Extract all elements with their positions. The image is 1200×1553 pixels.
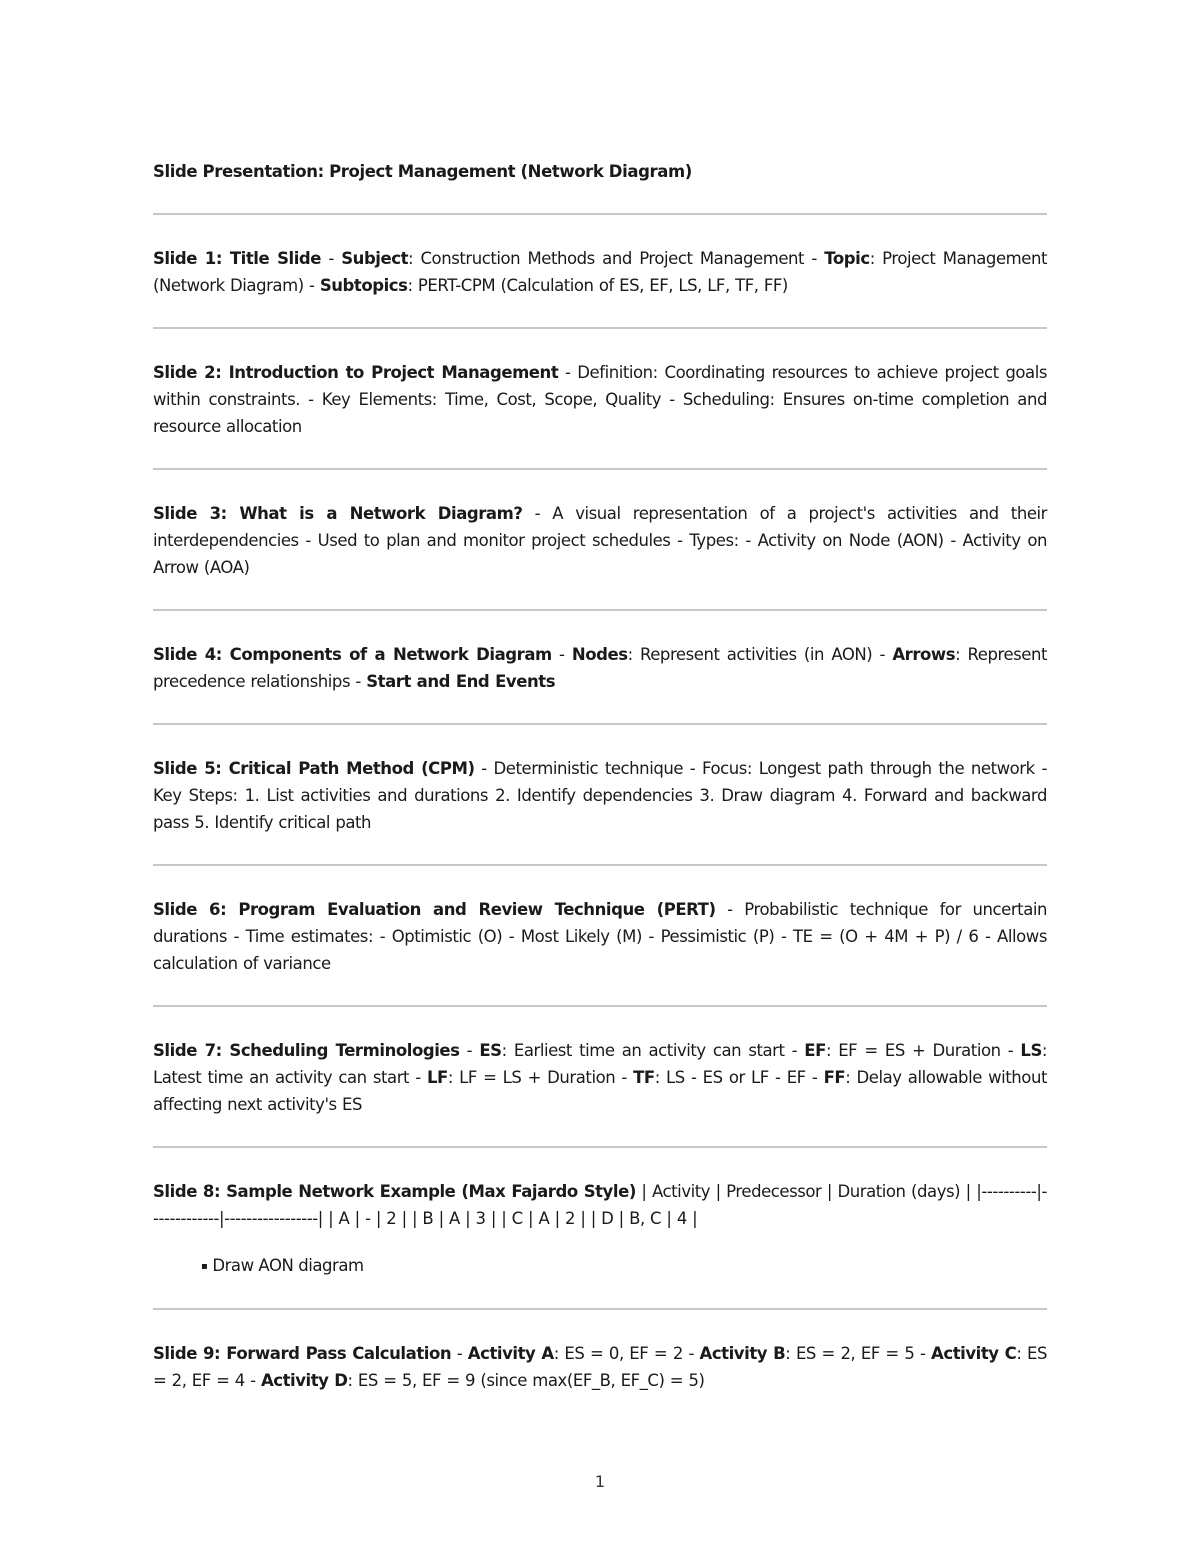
divider [153, 468, 1047, 470]
slide-2-paragraph [153, 359, 1047, 440]
bold-term: Activity B [699, 1344, 786, 1363]
bold-term: EF [804, 1041, 826, 1060]
text: - Definition: Coordinating resources to achieve project goals within constraints. - Key Elements: Time, Cost, Scope, Quality - Scheduling: Ensures on-time completion and resource allocation [153, 363, 1047, 436]
slide-heading: Slide 5: Critical Path Method (CPM) [153, 759, 475, 778]
divider [153, 864, 1047, 866]
text: : LF = LS + Duration - [447, 1068, 634, 1087]
slide-heading: Slide 8: Sample Network Example (Max Fajardo Style) [153, 1182, 636, 1201]
bold-term: LS [1020, 1041, 1042, 1060]
divider [153, 1146, 1047, 1148]
bold-term: Arrows [892, 645, 956, 664]
bold-term: Topic [824, 249, 870, 268]
text: : PERT-CPM (Calculation of ES, EF, LS, LF, TF, FF) [407, 276, 788, 295]
slide-3-paragraph [153, 500, 1047, 581]
bold-term: Nodes [571, 645, 628, 664]
bold-term: ES [479, 1041, 502, 1060]
slide-heading: Slide 4: Components of a Network Diagram [153, 645, 552, 664]
text: - [551, 645, 572, 664]
document-body [153, 158, 1047, 1394]
bold-term: Activity C [931, 1344, 1017, 1363]
divider [153, 213, 1047, 215]
divider [153, 609, 1047, 611]
slide-heading: Slide 3: What is a Network Diagram? [153, 504, 523, 523]
divider [153, 723, 1047, 725]
slide-1-paragraph [153, 245, 1047, 299]
slide-6-paragraph [153, 896, 1047, 977]
bold-term: Subject [341, 249, 409, 268]
text: | Activity | Predecessor | Duration (days) | |----------|-------------|-----------------| | A | - | 2 | | B | A | 3 | | C | A | 2 | | D | B, C | 4 | [153, 1182, 1047, 1228]
bold-term: Start and End Events [366, 672, 556, 691]
slide-heading: Slide 9: Forward Pass Calculation [153, 1344, 452, 1363]
bullet-list [153, 1252, 1047, 1280]
page-number: 1 [594, 1472, 606, 1491]
text: : Project Management (Network Diagram) - [153, 249, 1047, 295]
slide-heading: Slide 7: Scheduling Terminologies [153, 1041, 460, 1060]
divider [153, 1005, 1047, 1007]
text: : Delay allowable without affecting next activity's ES [153, 1068, 1047, 1114]
bold-term: LF [426, 1068, 448, 1087]
list-item-text: Draw AON diagram [212, 1256, 364, 1275]
text: : EF = ES + Duration - [825, 1041, 1021, 1060]
text: - Deterministic technique - Focus: Longest path through the network - Key Steps: 1. List activities and durations 2. Identify dependencies 3. Draw diagram 4. Forward and backward pass 5. Identify critical path [153, 759, 1047, 832]
text: : Latest time an activity can start - [153, 1041, 1048, 1087]
slide-8-paragraph [153, 1178, 1047, 1232]
text: - [459, 1041, 480, 1060]
text: - Probabilistic technique for uncertain durations - Time estimates: - Optimistic (O) - Most Likely (M) - Pessimistic (P) - TE = (O + 4M + P) / 6 - Allows calculation of variance [153, 900, 1047, 973]
slide-heading: Slide 6: Program Evaluation and Review Technique (PERT) [153, 900, 716, 919]
text: - [451, 1344, 468, 1363]
text: : Earliest time an activity can start - [501, 1041, 805, 1060]
text: - A visual representation of a project's activities and their interdependencies - Used to plan and monitor project schedules - Types: - Activity on Node (AON) - Activity on Arrow (AOA) [153, 504, 1047, 577]
text: : Represent activities (in AON) - [627, 645, 893, 664]
slide-4-paragraph [153, 641, 1047, 695]
text: : Represent precedence relationships - [153, 645, 1048, 691]
divider [153, 327, 1047, 329]
text: : ES = 2, EF = 4 - [153, 1344, 1047, 1390]
text: : ES = 0, EF = 2 - [553, 1344, 700, 1363]
text: : ES = 5, EF = 9 (since max(EF_B, EF_C) = 5) [347, 1371, 705, 1390]
text: : Construction Methods and Project Management - [408, 249, 825, 268]
bold-term: FF [823, 1068, 846, 1087]
slide-7-paragraph [153, 1037, 1047, 1118]
slide-9-paragraph [153, 1340, 1047, 1394]
text: - [321, 249, 342, 268]
document-title: Slide Presentation: Project Management (Network Diagram) [153, 162, 692, 181]
slide-heading: Slide 2: Introduction to Project Management [153, 363, 559, 382]
text: : LS - ES or LF - EF - [654, 1068, 824, 1087]
bold-term: Subtopics [319, 276, 408, 295]
bold-term: Activity D [260, 1371, 348, 1390]
bold-term: Activity A [467, 1344, 554, 1363]
list-item [201, 1252, 1047, 1280]
slide-5-paragraph [153, 755, 1047, 836]
bold-term: TF [633, 1068, 655, 1087]
slide-heading: Slide 1: Title Slide [153, 249, 322, 268]
text: : ES = 2, EF = 5 - [785, 1344, 932, 1363]
divider [153, 1308, 1047, 1310]
